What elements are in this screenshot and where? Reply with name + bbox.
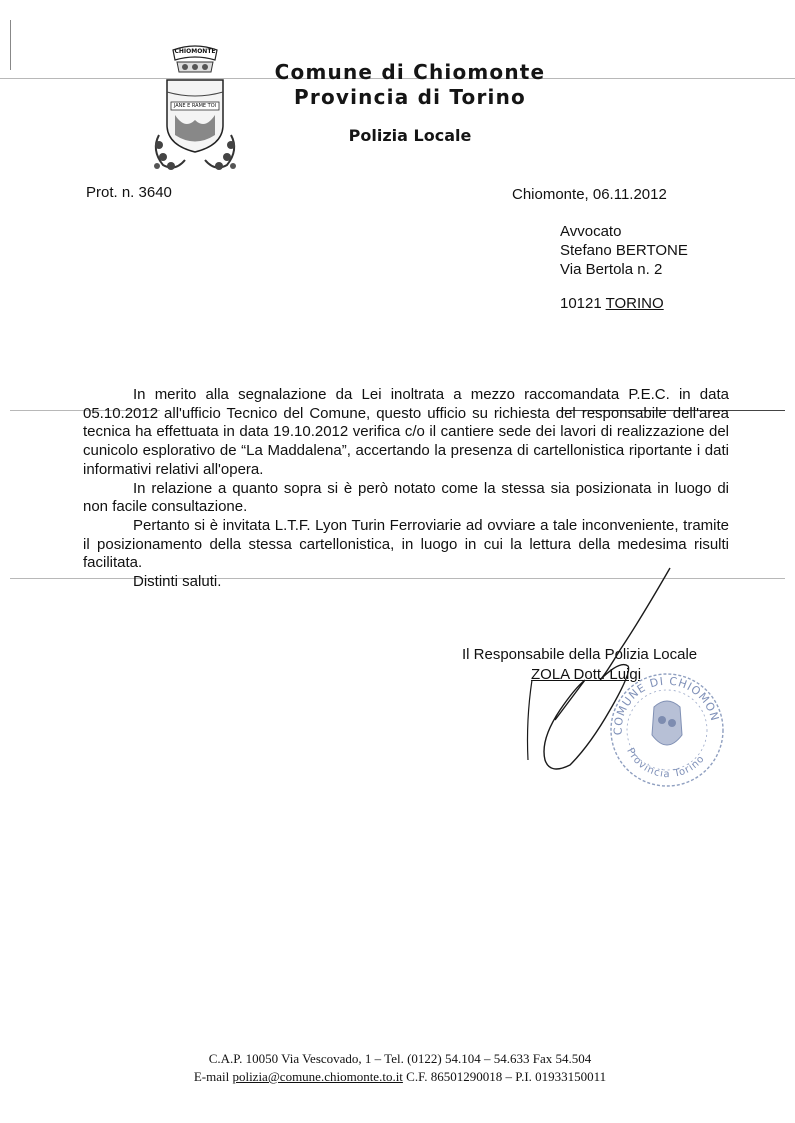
recipient-address [560, 222, 688, 313]
signatory-role: Il Responsabile della Polizia Locale [462, 646, 698, 663]
stamp-icon [602, 665, 732, 795]
recipient-name: Stefano BERTONE [560, 242, 688, 259]
office-title: Polizia Locale [348, 126, 472, 145]
footer-fiscal-codes: C.F. 86501290018 – P.I. 01933150011 [406, 1069, 607, 1084]
stamp-top-text: COMUNE DI CHIOMON [611, 674, 722, 736]
crest-banner-text: CHIOMONTE [174, 48, 216, 55]
place-date: Chiomonte, 06.11.2012 [512, 186, 667, 203]
signatory-name: ZOLA Dott. Luigi [531, 666, 642, 683]
footer-contact-line [160, 1068, 640, 1086]
footer-email-link[interactable]: polizia@comune.chiomonte.to.it [232, 1069, 403, 1084]
recipient-city: TORINO [605, 295, 664, 312]
protocol-number: Prot. n. 3640 [86, 184, 172, 201]
recipient-street: Via Bertola n. 2 [560, 261, 663, 278]
scan-artifact-margin-line [10, 20, 11, 70]
body-paragraph-3: Pertanto si è invitata L.T.F. Lyon Turin Ferroviarie ad ovviare a tale inconveniente, tramite il posizionamento della stessa cartellonistica, in luogo in cui la lettura della medesima risulti facilitata. [83, 516, 729, 572]
province-title: Provincia di Torino [294, 85, 526, 109]
municipality-title: Comune di Chiomonte [274, 60, 546, 84]
recipient-city-line [560, 294, 688, 313]
official-stamp [602, 665, 732, 795]
recipient-postal-code: 10121 [560, 295, 602, 312]
closing-salutation: Distinti saluti. [133, 573, 222, 591]
body-paragraph-1: In merito alla segnalazione da Lei inoltrata a mezzo raccomandata P.E.C. in data 05.10.2012 all'ufficio Tecnico del Comune, questo ufficio su richiesta del responsabile dell'area tecnica ha effettuata in data 19.10.2012 verifica c/o il cantiere sede dei lavori di realizzazione del cunicolo esplorativo de “La Maddalena”, accertando la presenza di cartellonistica riportante i dati informativi relativi all'opera. [83, 386, 729, 478]
recipient-title: Avvocato [560, 223, 622, 240]
footer [160, 1050, 640, 1086]
stamp-bottom-text: Provincia Torino [624, 746, 708, 781]
footer-email-label: E-mail [193, 1069, 230, 1084]
svg-text:Provincia Torino [624, 746, 707, 780]
crest-motto: JANE E RAME TOI [173, 103, 217, 109]
footer-address-line: C.A.P. 10050 Via Vescovado, 1 – Tel. (0122) 54.104 – 54.633 Fax 54.504 [208, 1051, 592, 1066]
body-paragraph-2: In relazione a quanto sopra si è però notato come la stessa sia posizionata in luogo di non facile consultazione. [83, 479, 729, 516]
